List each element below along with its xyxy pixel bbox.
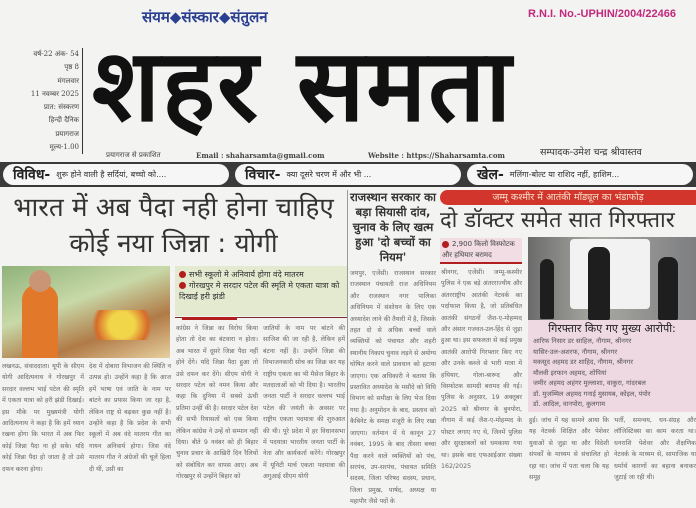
ticker-text: क्या दूसरे चरण में और भी ... bbox=[286, 170, 372, 179]
ticker-label: खेल- bbox=[477, 167, 504, 183]
jk-body-col-a: हुई। जांच में यह सामने आया कि यह नेटवर्क शिक्षित और पेशेवर युवाओं से जुड़ा था और विदेशी संपर्कों के माध्यम से संचालित हो रहा था। जांच में पता चला कि यह समूह bbox=[529, 417, 609, 482]
jk-banner: जम्मू कश्मीर में आतंकी मॉड्यूल का भंडाफोड़ bbox=[440, 190, 696, 205]
jk-highlight: 2,900 किलो विस्फोटक और हथियार बरामद bbox=[440, 238, 522, 264]
divider-accent bbox=[182, 317, 237, 320]
bullet-icon bbox=[179, 282, 186, 289]
ticker-text: मलिंगा-बोल्ट या राशिद नहीं, हाशिम... bbox=[509, 170, 620, 179]
issue-info bbox=[0, 48, 83, 154]
accused-item: मौलवी इरफान अहमद, शोपियां bbox=[533, 368, 607, 377]
jk-headline: दो डॉक्टर समेत सात गिरफ्तार bbox=[440, 208, 675, 233]
bullet-icon bbox=[442, 241, 449, 248]
ticker-khel[interactable] bbox=[467, 164, 693, 185]
lead-body-col3: कांग्रेस ने जिन्ना का विरोध किया होता तो देश का बंटवारा न होता। अब भारत में दूसरे जिन्ना पैदा नहीं होने देंगे। यदि जिन्ना पैदा हुआ तो उसे दफन कर देंगे। सीएम योगी ने सरदार पटेल को नमन किया और कहा कि दुनिया में सबसे ऊंची प्रतिमा उन्हीं की है। सरदार पटेल देश की सभी रियासतों को एक किया लेकिन कांग्रेस ने उन्हें वो सम्मान नहीं दिया। बीते 9 नवंबर को ही बिहार चुनाव प्रचार के आखिरी दिन रैलियों को संबोधित कर वापस आए। अब गोरखपुर से उन्होंने बिहार को bbox=[176, 325, 258, 481]
accused-list-box bbox=[528, 320, 696, 412]
published-from: प्रयागराज से प्रकाशित bbox=[106, 151, 161, 159]
rajasthan-story bbox=[350, 190, 436, 506]
column-rule bbox=[347, 190, 348, 477]
issue-type: हिन्दी दैनिक bbox=[48, 116, 79, 125]
ticker-text: शुरू होने वाली है सर्दियां, बच्चो को.... bbox=[56, 170, 167, 179]
lead-body-col4: जातियों के नाम पर बांटने की साजिश की जा रही है, लेकिन हमें बंटना नहीं है। उन्होंने जिन्ना की विभाजनकारी सोच का जिक्र कर यह राष्ट्रीय एकता का भी मैसेज बिहार के मतदाताओं को भी दिया है। भारतीय जनता पार्टी ने सरदार वल्लभ भाई पटेल की जयंती के अवसर पर राष्ट्रीय एकता पदयात्रा की शुरुआत की थी। पूरे प्रदेश में हर विधानसभा में पदयात्रा भारतीय जनता पार्टी के नेता और कार्यकर्ता करेंगे। गोरखपुर में यूनिटी मार्च एकता पदयात्रा की अगुआई सीएम योगी bbox=[263, 325, 345, 481]
accused-item: आरिफ निसार डर साहिल, नौगाम, श्रीनगर bbox=[533, 337, 632, 345]
ticker-label: विचार- bbox=[245, 167, 281, 183]
issue-city: प्रयागराज bbox=[55, 129, 79, 138]
issue-pages: पृष्ठ 8 bbox=[64, 63, 79, 72]
accused-item: जमीर अहमद अहंगर मुल्लाशा, वाकुरा, गांदरबल bbox=[533, 379, 646, 387]
jk-photo bbox=[528, 237, 696, 320]
accused-item: डॉ. आदिल, वानपोरा, कुलगाम bbox=[533, 400, 606, 408]
tagline: संयम◆संस्कार◆संतुलन bbox=[142, 8, 268, 26]
jk-body: श्रीनगर, एजेंसी। जम्मू-कश्मीर पुलिस ने एक बड़े अंतरराज्यीय और अंतरराष्ट्रीय आतंकी नेटवर्क का पर्दाफाश किया है, जो प्रतिबंधित आतंकी संगठनों जैश-ए-मोहम्मद और अंसार गजवत-उल-हिंद से जुड़ा हुआ था। इस सफलता से कई प्रमुख आतंकी आरोपी गिरफ्तार किए गए और उनके कब्जे से भारी मात्रा में हथियार, गोला-बारूद और विस्फोटक सामग्री बरामद की गई। पुलिस के अनुसार, 19 अक्तूबर 2025 को श्रीनगर के बुनपोरा, नौगाम में कई जैश-ए-मोहम्मद के पोस्टर लगाए गए थे, जिनमें पुलिस और सुरक्षाबलों को धमकाया गया था। इसके बाद एफआईआर संख्या 162/2025 bbox=[441, 269, 522, 470]
accused-title: गिरफ्तार किए गए मुख्य आरोपी: bbox=[548, 322, 676, 335]
website-link[interactable]: Website : https://Shaharsamta.com bbox=[368, 151, 505, 160]
editor-name: सम्पादक-उमेश चन्द्र श्रीवास्तव bbox=[540, 147, 642, 158]
accused-item: मकसूद अहमद डर शाहिद, नौगाम, श्रीनगर bbox=[533, 358, 633, 366]
ticker-vichar[interactable] bbox=[235, 164, 461, 185]
lead-body-col2: देश में दोबारा विभाजन की स्थिति न उत्पन्न हो। उन्होंने कहा है कि आज हमें भाषा एवं जाति के नाम पर बांटने का प्रयास किया जा रहा है, लेकिन राष्ट्र से बढ़कर कुछ नहीं है। उन्होंने कहा है कि प्रदेश के सभी स्कूलों में अब वंदे मातरम गीत का गायन अनिवार्य होगा। जिस वंदे मातरम गीत ने अंग्रेजों की चूलें हिला दी थीं, उसी का bbox=[89, 363, 171, 473]
lead-highlights bbox=[175, 266, 347, 316]
issue-price: मूल्य-1.00 bbox=[49, 143, 79, 152]
ticker-label: विविध- bbox=[13, 167, 51, 183]
rajasthan-headline: राजस्थान सरकार का बड़ा सियासी दांव, चुनाव के लिए खत्म हुआ 'दो बच्चों का नियम' bbox=[350, 190, 436, 264]
highlight-item: सभी स्कूलो मे अनिवार्य होगा वंदे मातरम bbox=[179, 269, 343, 280]
lead-headline: भारत में अब पैदा नही होना चाहिए कोई नया जिन्ना : योगी bbox=[13, 193, 334, 259]
lead-body-col1: लखनऊ, संवाददाता। यूपी के सीएम योगी आदित्यनाथ ने गोरखपुर में सरदार वल्लभ भाई पटेल की स्मृति में एकता यात्रा को हरी झंडी दिखाई। इस मौके पर मुख्यमंत्री योगी आदित्यनाथ ने कहा है कि हमें ध्यान रखना होगा कि भारत में अब फिर कोई जिन्ना पैदा ना हो सके। यदि कोई जिन्ना पैदा हो जाता है तो उसे दफन करना होगा। bbox=[2, 363, 84, 473]
lead-photo bbox=[2, 266, 170, 358]
section-ticker bbox=[0, 162, 696, 187]
lead-story bbox=[0, 190, 347, 481]
highlight-item: गोरखपुर मे सरदार पटेल की स्मृति मे एकता यात्रा को दिखाई हरी झंडी bbox=[179, 281, 340, 301]
lead-story-body bbox=[0, 266, 347, 481]
rajasthan-body: जयपुर, एजेंसी। राजस्थान सरकार राजस्थान पंचायती राज अधिनियम और राजस्थान नगर पालिका अधिनियम में संशोधन के लिए एक अध्यादेश लाने की तैयारी में है, जिसके तहत दो से अधिक बच्चों वाले व्यक्तियों को पंचायत और शहरी स्थानीय निकाय चुनाव लड़ने से अयोग्य घोषित करने वाले प्रावधान को हटाया जाएगा। एक अधिकारी ने बताया कि प्रस्तावित अध्यादेश के मसौदे को विधि विभाग को समीक्षा के लिए भेज दिया गया है। अनुमोदन के बाद, प्रस्ताव को कैबिनेट के समक्ष मंजूरी के लिए रखा जाएगा। वर्तमान में ये कानून 27 नवंबर, 1995 के बाद तीसरा बच्चा पैदा करने वाले व्यक्तियों को पंच, सरपंच, उप-सरपंच, पंचायत समिति सदस्य, जिला परिषद सदस्य, प्रधान, जिला प्रमुख, पार्षद, अध्यक्ष या महापौर जैसे पदों के bbox=[350, 270, 436, 506]
ticker-vividh[interactable] bbox=[3, 164, 229, 185]
issue-edition: प्रात: संस्करण bbox=[43, 103, 79, 112]
jk-body-col-b: भर्ती, समन्वय, धन-संग्रह और लॉजिस्टिक्स का काम करता था। धनराशि पेशेवर और शैक्षणिक नेटवर्क के माध्यम से, सामाजिक या धर्मार्थ कारणों का बहाना बनाकर जुटाई जा रही थी। bbox=[614, 417, 696, 482]
accused-item: डॉ. मुजम्मिल अहमद गनाई मुसायब, कोइल, पंपोर bbox=[533, 389, 651, 398]
issue-day: मंगलवार bbox=[57, 76, 79, 85]
email: Email : shaharsamta@gmail.com bbox=[196, 151, 325, 160]
newspaper-title: शहर समता bbox=[92, 27, 514, 144]
accused-item: यासिर-उल-अशरफ, नौगाम, श्रीनगर bbox=[533, 347, 618, 356]
issue-date: 11 नवम्बर 2025 bbox=[30, 89, 79, 98]
bullet-icon bbox=[179, 271, 186, 278]
jk-story-column bbox=[440, 238, 522, 477]
issue-volume: वर्ष-22 अंक- 54 bbox=[33, 50, 79, 58]
rni-number: R.N.I. No.-UPHIN/2004/22466 bbox=[528, 8, 676, 20]
